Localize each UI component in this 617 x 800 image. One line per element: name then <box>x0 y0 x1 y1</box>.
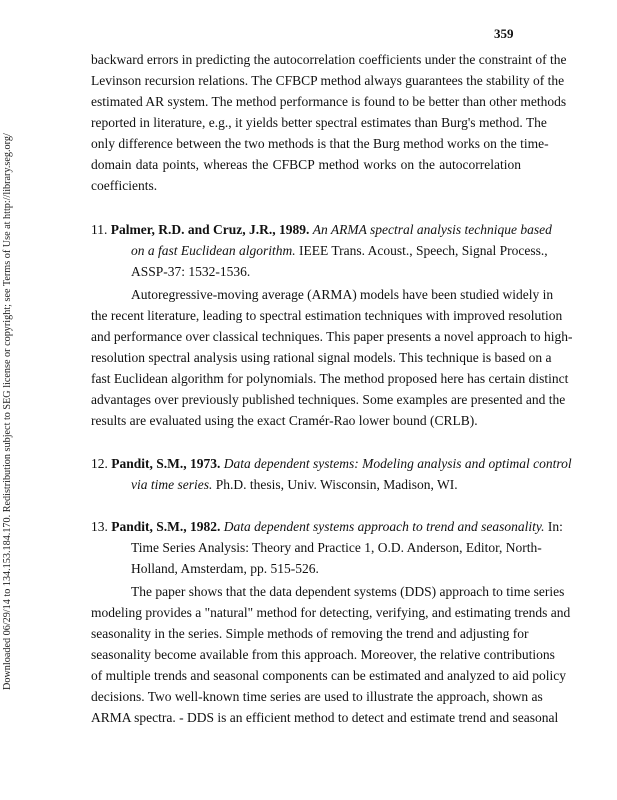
reference-line <box>91 455 572 473</box>
abstract-line: seasonality in the series. Simple methods of removing the trend and adjusting for <box>91 626 529 641</box>
abstract-line: fast Euclidean algorithm for polynomials. The method proposed here has certain distinct <box>91 371 569 386</box>
abstract-line: of multiple trends and seasonal components can be estimated and analyzed to aid policy <box>91 668 566 683</box>
text-line: only difference between the two methods is that the Burg method works on the time- <box>91 136 549 151</box>
text-line: coefficients. <box>91 178 158 193</box>
text-line: Levinson recursion relations. The CFBCP method always guarantees the stability of the <box>91 73 565 88</box>
reference-line <box>91 221 552 239</box>
text-line: domain data points, whereas the CFBCP method works on the autocorrelation <box>91 157 521 172</box>
abstract-line: results are evaluated using the exact Cramér-Rao lower bound (CRLB). <box>91 413 478 428</box>
abstract-line: the recent literature, leading to spectral estimation techniques with improved resolution <box>91 308 563 323</box>
abstract-line: resolution spectral analysis using rational signal models. This technique is based on a <box>91 350 552 365</box>
abstract-line: seasonality become available from this approach. Moreover, the relative contributions <box>91 647 555 662</box>
reference-source: Ph.D. thesis, Univ. Wisconsin, Madison, WI. <box>215 477 458 492</box>
text-line: estimated AR system. The method performance is found to be better than other methods <box>91 94 567 109</box>
reference-number: 11. <box>91 222 108 237</box>
reference-line <box>131 476 458 494</box>
abstract-line: The paper shows that the data dependent systems (DDS) approach to time series <box>131 584 565 599</box>
reference-title: Data dependent systems: Modeling analysis and optimal control <box>223 456 572 471</box>
reference-source: ASSP-37: 1532-1536. <box>131 264 251 279</box>
abstract-line: ARMA spectra. - DDS is an efficient method to detect and estimate trend and seasonal <box>91 710 559 725</box>
reference-source: IEEE Trans. Acoust., Speech, Signal Process., <box>299 243 548 258</box>
reference-authors: Pandit, S.M., 1973. <box>111 456 221 471</box>
text-line: backward errors in predicting the autocorrelation coefficients under the constraint of the <box>91 52 567 67</box>
reference-source: Time Series Analysis: Theory and Practice 1, O.D. Anderson, Editor, North- <box>131 540 542 555</box>
reference-title: An ARMA spectral analysis technique based <box>312 222 552 237</box>
reference-authors: Pandit, S.M., 1982. <box>111 519 221 534</box>
page-number: 359 <box>494 26 514 41</box>
download-notice: Downloaded 06/29/14 to 134.153.184.170. Redistribution subject to SEG license or copyright; see Terms of Use at http://library.seg.org/ <box>2 133 13 690</box>
reference-title: on a fast Euclidean algorithm. <box>131 243 296 258</box>
abstract-line: decisions. Two well-known time series are used to illustrate the approach, shown as <box>91 689 543 704</box>
reference-title: Data dependent systems approach to trend and seasonality. <box>223 519 545 534</box>
abstract-line: and performance over classical techniques. This paper presents a novel approach to high- <box>91 329 573 344</box>
reference-line <box>91 518 563 536</box>
reference-number: 13. <box>91 519 108 534</box>
abstract-line: advantages over previously published techniques. Some examples are presented and the <box>91 392 566 407</box>
abstract-line: Autoregressive-moving average (ARMA) models have been studied widely in <box>131 287 554 302</box>
reference-source: In: <box>547 519 563 534</box>
reference-source: Holland, Amsterdam, pp. 515-526. <box>131 561 319 576</box>
reference-line <box>131 242 548 260</box>
abstract-line: modeling provides a "natural" method for detecting, verifying, and estimating trends and <box>91 605 571 620</box>
reference-authors: Palmer, R.D. and Cruz, J.R., 1989. <box>110 222 310 237</box>
text-line: reported in literature, e.g., it yields better spectral estimates than Burg's method. The <box>91 115 547 130</box>
reference-number: 12. <box>91 456 108 471</box>
reference-title: via time series. <box>131 477 213 492</box>
